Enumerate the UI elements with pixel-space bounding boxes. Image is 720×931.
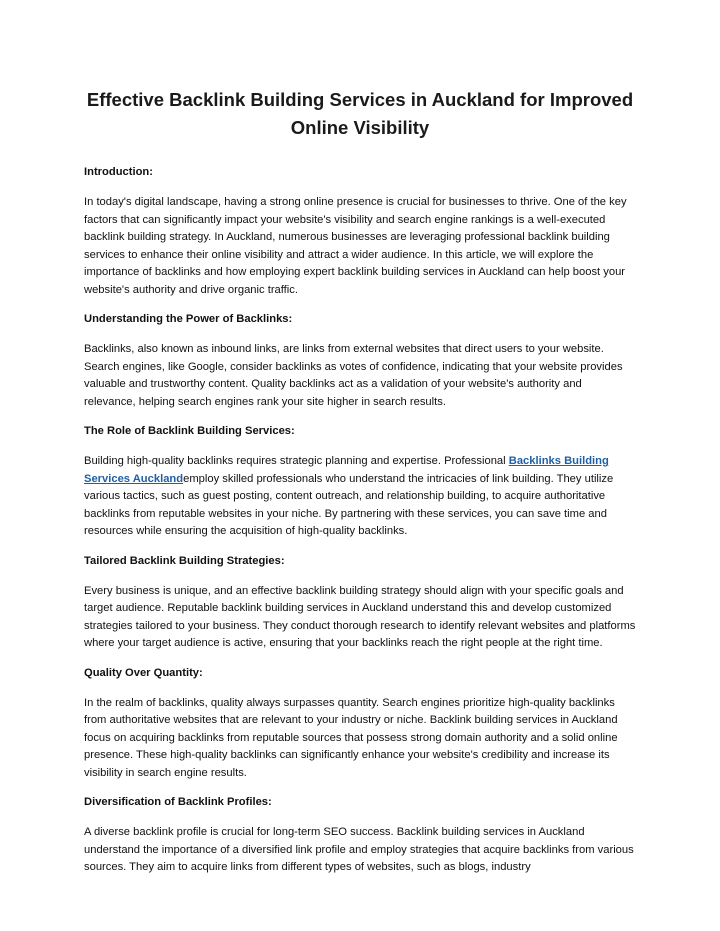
section-heading-quality-over-quantity: Quality Over Quantity: <box>84 666 203 679</box>
section-heading-role-of-services: The Role of Backlink Building Services: <box>84 425 295 437</box>
text-after-link: employ skilled professionals who understand the intricacies of link building. They utilize various tactics, such as guest posting, content outreach, and relationship building, to acquire authoritative backlinks from reputable websites in your niche. By partnering with these services, you can save time and resources while ensuring the acquisition of high-quality backlinks. <box>84 472 614 537</box>
section-heading-introduction: Introduction: <box>84 166 153 178</box>
section-text-tailored-strategies: Every business is unique, and an effective backlink building strategy should align with your specific goals and target audience. Reputable backlink building services in Auckland understand this and develop customized strategies tailored to your business. They conduct thorough research to identify relevant websites and platforms where your target audience is active, ensuring that your backlinks reach the right people at the right time. <box>84 584 636 649</box>
section-text-power-of-backlinks: Backlinks, also known as inbound links, are links from external websites that direct users to your website. Search engines, like Google, consider backlinks as votes of confidence, indicating that your website provides valuable and trustworthy content. Quality backlinks act as a validation of your website's authority and relevance, helping search engines rank your site higher in search results. <box>84 343 623 408</box>
section-heading-power-of-backlinks: Understanding the Power of Backlinks: <box>84 313 293 325</box>
text-before-link: Building high-quality backlinks requires strategic planning and expertise. Professional <box>84 455 509 467</box>
section-text-role-of-services <box>84 453 636 541</box>
section-heading-diversification: Diversification of Backlink Profiles: <box>84 796 272 808</box>
section-text-quality-over-quantity: In the realm of backlinks, quality always surpasses quantity. Search engines prioritize high-quality backlinks from authoritative websites that are relevant to your industry or niche. Backlink building services in Auckland focus on acquiring backlinks from reputable sources that possess strong domain authority and a solid online presence. These high-quality backlinks can significantly enhance your website's credibility and increase its visibility in search engine results. <box>84 696 618 779</box>
section-text-introduction: In today's digital landscape, having a strong online presence is crucial for businesses to thrive. One of the key factors that can significantly impact your website's visibility and search engine rankings is a well-executed backlink building strategy. In Auckland, numerous businesses are leveraging professional backlink building services to enhance their online visibility and attract a wider audience. In this article, we will explore the importance of backlinks and how employing expert backlink building services in Auckland can help boost your website's authority and drive organic traffic. <box>84 196 627 296</box>
document-page <box>84 86 636 889</box>
document-title: Effective Backlink Building Services in Auckland for Improved Online Visibility <box>86 89 634 138</box>
section-text-diversification: A diverse backlink profile is crucial for long-term SEO success. Backlink building services in Auckland understand the importance of a diversified link profile and employ strategies that acquire backlinks from various sources. They aim to acquire links from different types of websites, such as blogs, industry <box>84 826 634 873</box>
section-heading-tailored-strategies: Tailored Backlink Building Strategies: <box>84 554 285 567</box>
backlinks-building-services-link[interactable]: Backlinks Building Services Auckland <box>84 455 609 485</box>
